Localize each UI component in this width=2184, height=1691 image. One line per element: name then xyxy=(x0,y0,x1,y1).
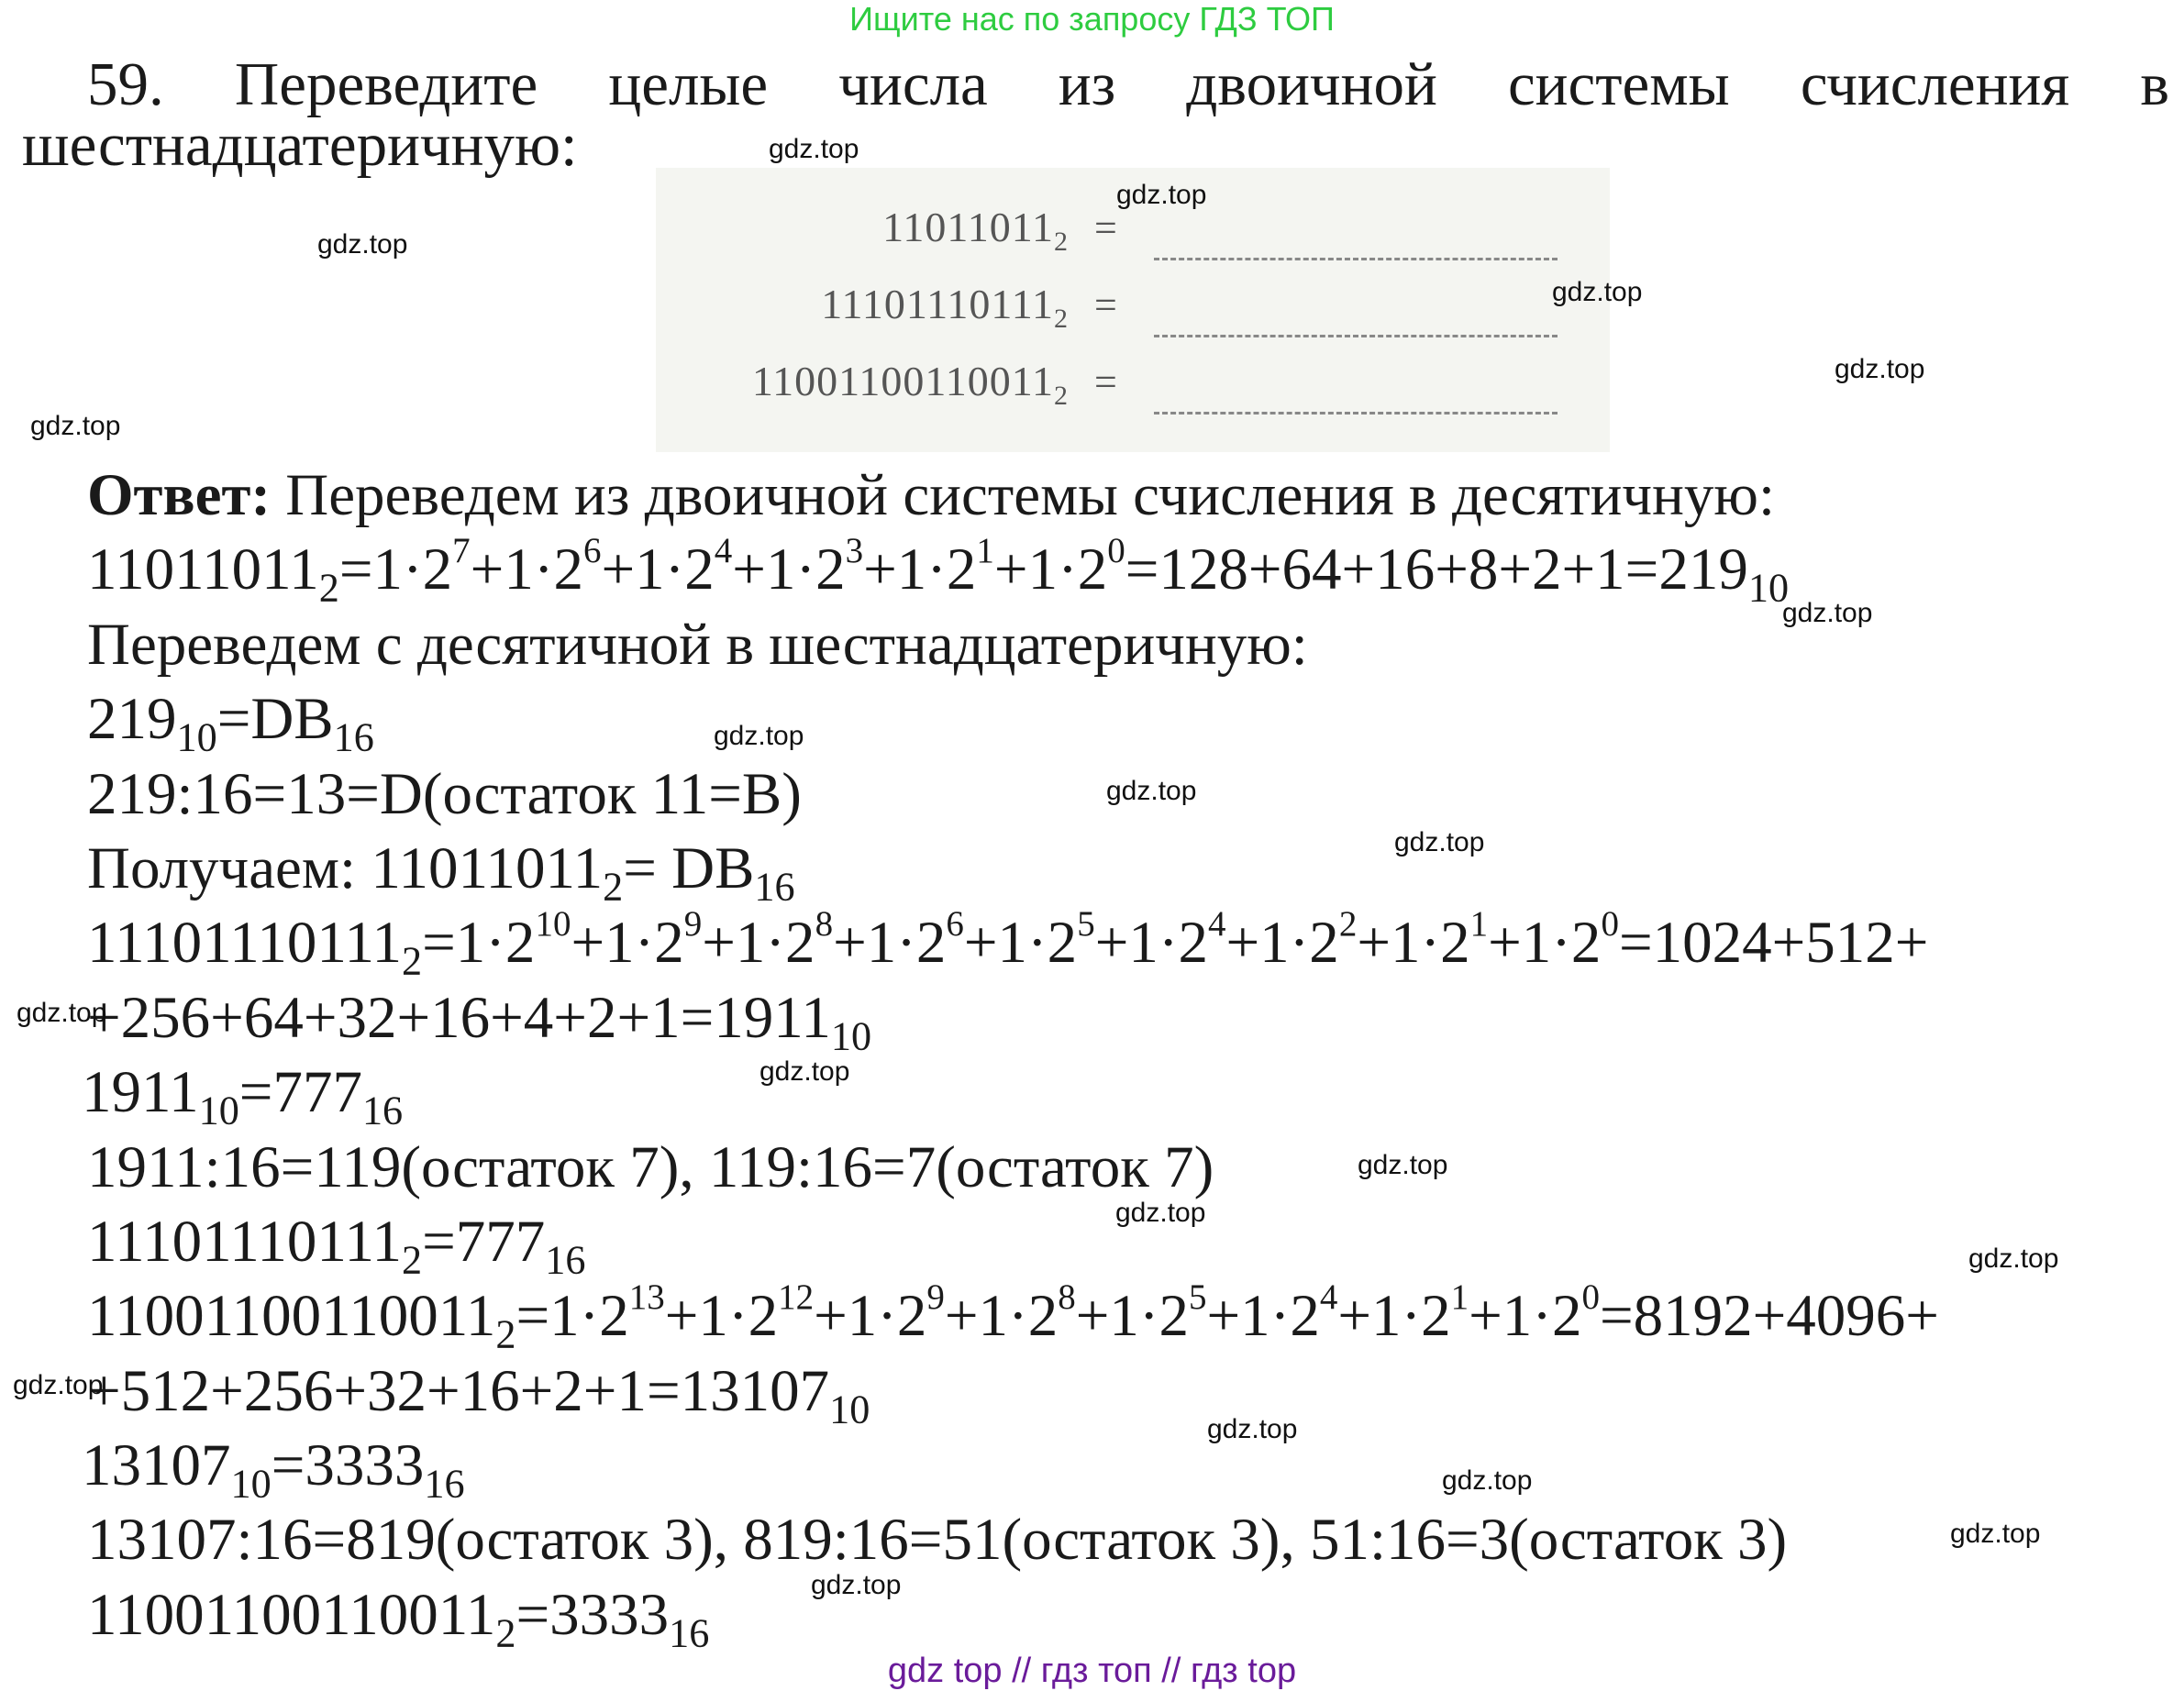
superscript-exponent: 7 xyxy=(452,531,471,571)
math-text: =1·2 xyxy=(422,910,536,977)
binary-number: $11101110111_2$ xyxy=(821,281,1069,334)
math-text: Получаем: 11011011 xyxy=(87,834,604,901)
superscript-exponent: 6 xyxy=(582,531,602,571)
subscript-base: 16 xyxy=(424,1461,465,1507)
task-word: из xyxy=(1058,50,1116,118)
watermark: gdz.top xyxy=(769,134,859,164)
superscript-exponent: 1 xyxy=(1450,1277,1469,1318)
text-line: Переведем с десятичной в шестнадцатеричную: xyxy=(87,611,1308,678)
task-word: счисления xyxy=(1800,50,2070,118)
task-word: в xyxy=(2140,50,2169,118)
subscript-base: 2 xyxy=(402,1237,423,1283)
math-text: +1·2 xyxy=(993,536,1108,603)
subscript-base: 16 xyxy=(754,864,795,910)
superscript-exponent: 4 xyxy=(1319,1277,1338,1318)
search-banner: Ищите нас по запросу ГДЗ ТОП xyxy=(849,0,1335,38)
watermark: gdz.top xyxy=(1115,1198,1206,1228)
superscript-exponent: 13 xyxy=(628,1277,665,1318)
watermark: gdz.top xyxy=(811,1570,902,1600)
math-text: +1·2 xyxy=(1094,910,1208,977)
math-text: =777 xyxy=(238,1059,362,1126)
math-text: 11001100110011 xyxy=(87,1581,496,1648)
superscript-exponent: 4 xyxy=(1208,904,1226,945)
math-text: +1·2 xyxy=(1488,910,1602,977)
subscript-base: 2 xyxy=(495,1610,516,1656)
superscript-exponent: 5 xyxy=(1077,904,1095,945)
math-line xyxy=(82,1429,1939,1507)
math-line xyxy=(87,1354,1939,1429)
watermark: gdz.top xyxy=(714,721,804,751)
math-text: +256+64+32+16+4+2+1=1911 xyxy=(87,984,831,1051)
watermark: gdz.top xyxy=(13,1370,104,1400)
answer-intro: Ответ: Переведем из двоичной системы счисления в десятичную: xyxy=(87,462,1776,528)
equals-sign: = xyxy=(1094,205,1117,250)
math-line xyxy=(87,682,1939,760)
subscript-base: 10 xyxy=(230,1461,272,1507)
textbook-row xyxy=(656,357,1610,430)
watermark: gdz.top xyxy=(1106,776,1197,806)
superscript-exponent: 0 xyxy=(1107,531,1125,571)
math-text: =1·2 xyxy=(516,1283,629,1350)
subscript-base: 10 xyxy=(176,714,217,760)
task-word: Переведите xyxy=(234,50,538,118)
answer-blank-line xyxy=(1154,412,1558,414)
math-text: =128+64+16+8+2+1=219 xyxy=(1125,536,1748,603)
task-word: двоичной xyxy=(1186,50,1437,118)
answer-blank-line xyxy=(1154,335,1558,337)
math-text: +1·2 xyxy=(814,1283,927,1350)
math-text: 11001100110011 xyxy=(87,1283,496,1350)
equals-sign: = xyxy=(1094,359,1117,404)
math-line xyxy=(87,1578,1939,1656)
math-text: =DB xyxy=(216,686,334,753)
math-line xyxy=(87,1277,1939,1357)
textbook-row xyxy=(656,203,1610,276)
answer-blank-line xyxy=(1154,258,1558,260)
watermark: gdz.top xyxy=(1394,827,1485,857)
math-line xyxy=(87,981,1939,1058)
text-line: 13107:16=819(остаток 3), 819:16=51(остаток 3), 51:16=3(остаток 3) xyxy=(87,1507,1788,1574)
math-line xyxy=(87,832,1939,910)
watermark: gdz.top xyxy=(30,411,121,441)
subscript-base: 2 xyxy=(603,864,624,910)
math-text: =3333 xyxy=(516,1581,670,1648)
subscript-base: 10 xyxy=(829,1386,870,1431)
subscript-base: 10 xyxy=(1747,565,1790,611)
superscript-exponent: 5 xyxy=(1189,1277,1207,1318)
watermark: gdz.top xyxy=(1782,598,1873,628)
task-word: системы xyxy=(1507,50,1730,118)
math-text: +1·2 xyxy=(1357,910,1470,977)
math-text: +512+256+32+16+2+1=13107 xyxy=(87,1357,830,1424)
math-text: +1·2 xyxy=(664,1283,779,1350)
superscript-exponent: 4 xyxy=(714,531,733,571)
watermark: gdz.top xyxy=(317,229,408,260)
math-line xyxy=(82,1055,1939,1133)
math-line xyxy=(87,531,1939,611)
math-text: +1·2 xyxy=(702,910,815,977)
text-line: 219:16=13=D(остаток 11=B) xyxy=(87,760,802,827)
task-word: целые xyxy=(608,50,769,118)
subscript-base: 2 xyxy=(318,565,339,611)
subscript-base: 2 xyxy=(402,938,423,984)
math-text: =8192+4096+ xyxy=(1599,1283,1939,1350)
superscript-exponent: 1 xyxy=(1469,904,1489,945)
subscript-base: 16 xyxy=(669,1610,710,1656)
math-text: +1·2 xyxy=(470,536,583,603)
superscript-exponent: 9 xyxy=(683,904,703,945)
math-text: =1·2 xyxy=(338,536,453,603)
watermark: gdz.top xyxy=(17,998,107,1028)
math-text: 11101110111 xyxy=(87,1208,403,1275)
math-text: +1·2 xyxy=(1469,1283,1582,1350)
subscript-base: 16 xyxy=(545,1237,586,1283)
superscript-exponent: 10 xyxy=(535,904,571,945)
superscript-exponent: 12 xyxy=(778,1277,815,1318)
binary-number: $11011011_2$ xyxy=(882,204,1069,257)
math-text: +1·2 xyxy=(1337,1283,1451,1350)
subscript-base: 10 xyxy=(198,1088,239,1133)
site-footer: gdz top // гдз топ // гдз top xyxy=(887,1652,1297,1690)
math-text: 13107 xyxy=(82,1432,231,1499)
subscript-base: 2 xyxy=(495,1311,516,1357)
math-text: =1024+512+ xyxy=(1618,910,1929,977)
watermark: gdz.top xyxy=(1207,1414,1298,1444)
watermark: gdz.top xyxy=(759,1056,850,1087)
watermark: gdz.top xyxy=(1116,180,1207,210)
watermark: gdz.top xyxy=(1835,354,1925,384)
math-text: = DB xyxy=(623,834,755,901)
task-word: числа xyxy=(838,50,988,118)
equals-sign: = xyxy=(1094,282,1117,327)
math-line xyxy=(87,904,1939,984)
watermark: gdz.top xyxy=(1442,1465,1533,1496)
watermark: gdz.top xyxy=(1552,277,1643,307)
superscript-exponent: 1 xyxy=(976,531,994,571)
task-word: 59. xyxy=(87,50,164,118)
math-text: +1·2 xyxy=(963,910,1078,977)
math-text: =3333 xyxy=(271,1432,425,1499)
math-text: =777 xyxy=(422,1208,546,1275)
math-text: +1·2 xyxy=(732,536,846,603)
math-text: +1·2 xyxy=(1075,1283,1190,1350)
superscript-exponent: 6 xyxy=(946,904,964,945)
watermark: gdz.top xyxy=(1968,1243,2059,1274)
superscript-exponent: 0 xyxy=(1601,904,1619,945)
text-line: 1911:16=119(остаток 7), 119:16=7(остаток 7) xyxy=(87,1133,1214,1200)
answer-block xyxy=(82,459,1939,1656)
watermark: gdz.top xyxy=(1358,1150,1448,1180)
math-line xyxy=(87,1205,1939,1283)
math-text: +1·2 xyxy=(601,536,715,603)
superscript-exponent: 2 xyxy=(1338,904,1358,945)
math-text: +1·2 xyxy=(944,1283,1059,1350)
superscript-exponent: 0 xyxy=(1581,1277,1600,1318)
superscript-exponent: 3 xyxy=(845,531,864,571)
subscript-base: 16 xyxy=(333,714,374,760)
task-statement-line2: шестнадцатеричную: xyxy=(22,111,578,179)
math-text: +1·2 xyxy=(1225,910,1339,977)
math-text: +1·2 xyxy=(1206,1283,1320,1350)
subscript-base: 16 xyxy=(361,1088,404,1133)
math-text: 11101110111 xyxy=(87,910,403,977)
math-text: 219 xyxy=(87,686,177,753)
superscript-exponent: 8 xyxy=(815,904,834,945)
answer-label: Ответ: xyxy=(87,462,272,528)
math-text: +1·2 xyxy=(571,910,684,977)
binary-number: $11001100110011_2$ xyxy=(751,358,1069,411)
math-text: +1·2 xyxy=(833,910,947,977)
textbook-row xyxy=(656,280,1610,353)
watermark: gdz.top xyxy=(1950,1519,2041,1549)
subscript-base: 10 xyxy=(830,1012,872,1058)
math-text: 1911 xyxy=(82,1059,199,1126)
math-text: 11011011 xyxy=(87,536,319,603)
superscript-exponent: 9 xyxy=(926,1277,945,1318)
superscript-exponent: 8 xyxy=(1058,1277,1076,1318)
math-text: +1·2 xyxy=(863,536,977,603)
